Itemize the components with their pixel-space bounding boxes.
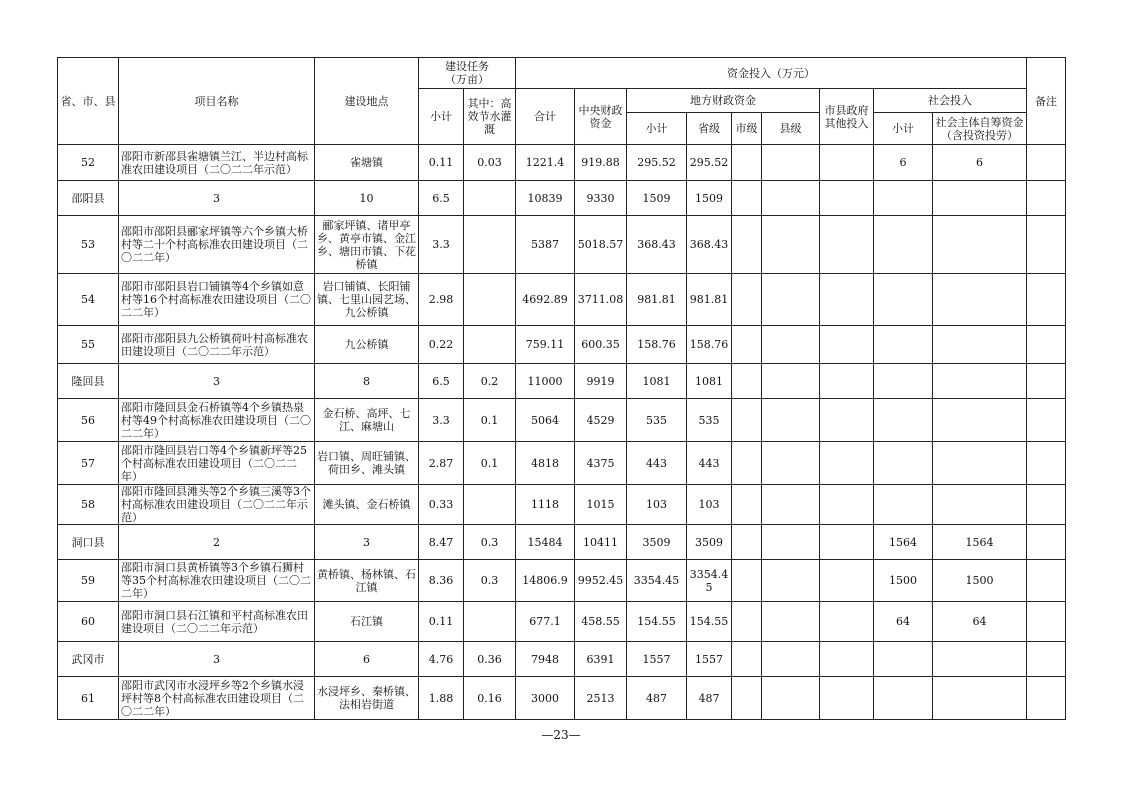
funding-table	[57, 57, 1066, 720]
table-cell: 9919	[575, 364, 627, 399]
table-cell	[732, 364, 762, 399]
table-cell	[732, 525, 762, 560]
table-cell: 邵阳市邵阳县九公桥镇荷叶村高标准农田建设项目（二〇二二年示范）	[119, 326, 315, 364]
table-cell	[1027, 364, 1066, 399]
table-cell	[820, 274, 874, 326]
table-cell	[464, 216, 516, 274]
table-cell	[933, 442, 1027, 485]
table-cell: 黄桥镇、杨林镇、石江镇	[315, 560, 419, 602]
table-cell	[933, 485, 1027, 525]
table-cell	[762, 485, 820, 525]
table-cell: 58	[58, 485, 119, 525]
table-cell: 10839	[516, 181, 575, 216]
table-cell: 0.1	[464, 399, 516, 442]
table-cell: 59	[58, 560, 119, 602]
table-cell	[464, 326, 516, 364]
table-cell: 6	[933, 145, 1027, 181]
table-cell: 9952.45	[575, 560, 627, 602]
table-cell	[1027, 181, 1066, 216]
table-cell: 487	[687, 677, 732, 720]
table-cell: 60	[58, 602, 119, 642]
table-cell	[820, 216, 874, 274]
header-remark: 备注	[1027, 58, 1066, 145]
table-cell: 1.88	[419, 677, 464, 720]
table-cell	[1027, 677, 1066, 720]
header-social: 社会投入	[874, 89, 1027, 113]
table-cell	[464, 602, 516, 642]
table-cell: 52	[58, 145, 119, 181]
table-cell	[762, 399, 820, 442]
table-cell: 邵阳市洞口县黄桥镇等3个乡镇石狮村等35个村高标准农田建设项目（二〇二二年）	[119, 560, 315, 602]
table-cell: 2513	[575, 677, 627, 720]
header-region: 省、市、县	[58, 58, 119, 145]
table-cell	[820, 442, 874, 485]
table-cell: 54	[58, 274, 119, 326]
table-cell: 6391	[575, 642, 627, 677]
table-row	[58, 326, 1066, 364]
table-cell: 0.1	[464, 442, 516, 485]
table-cell	[762, 181, 820, 216]
table-cell	[1027, 274, 1066, 326]
table-cell	[762, 642, 820, 677]
table-cell: 九公桥镇	[315, 326, 419, 364]
table-cell: 4529	[575, 399, 627, 442]
table-cell	[1027, 642, 1066, 677]
table-cell: 洞口县	[58, 525, 119, 560]
table-cell	[820, 602, 874, 642]
table-cell	[874, 181, 933, 216]
table-cell: 岩口铺镇、长阳铺镇、七里山园艺场、九公桥镇	[315, 274, 419, 326]
table-cell: 石江镇	[315, 602, 419, 642]
table-cell: 1564	[933, 525, 1027, 560]
table-cell	[820, 642, 874, 677]
table-cell	[933, 181, 1027, 216]
table-cell: 15484	[516, 525, 575, 560]
table-cell: 4.76	[419, 642, 464, 677]
header-location: 建设地点	[315, 58, 419, 145]
table-cell: 6.5	[419, 364, 464, 399]
table-cell	[820, 326, 874, 364]
table-row	[58, 560, 1066, 602]
table-cell: 158.76	[687, 326, 732, 364]
table-cell: 4818	[516, 442, 575, 485]
header-other-gov: 市县政府其他投入	[820, 89, 874, 145]
table-cell: 600.35	[575, 326, 627, 364]
table-cell: 雀塘镇	[315, 145, 419, 181]
table-cell	[732, 181, 762, 216]
table-body	[58, 145, 1066, 720]
table-cell	[820, 181, 874, 216]
table-cell: 1564	[874, 525, 933, 560]
table-cell	[762, 145, 820, 181]
table-cell: 368.43	[687, 216, 732, 274]
table-cell	[732, 560, 762, 602]
table-row	[58, 677, 1066, 720]
table-cell: 1118	[516, 485, 575, 525]
header-funds: 资金投入（万元）	[516, 58, 1027, 89]
table-cell: 981.81	[627, 274, 687, 326]
table-row	[58, 525, 1066, 560]
table-cell: 14806.9	[516, 560, 575, 602]
table-cell	[874, 677, 933, 720]
table-cell: 邵阳市隆回县金石桥镇等4个乡镇热泉村等49个村高标准农田建设项目（二〇二二年）	[119, 399, 315, 442]
table-cell: 0.2	[464, 364, 516, 399]
page-number: —23—	[541, 728, 581, 742]
table-cell: 487	[627, 677, 687, 720]
table-cell: 武冈市	[58, 642, 119, 677]
table-cell: 0.22	[419, 326, 464, 364]
table-cell: 4692.89	[516, 274, 575, 326]
table-cell: 1081	[627, 364, 687, 399]
table-row	[58, 181, 1066, 216]
table-cell	[464, 274, 516, 326]
table-cell: 103	[687, 485, 732, 525]
table-cell: 295.52	[687, 145, 732, 181]
table-cell	[1027, 485, 1066, 525]
table-row	[58, 602, 1066, 642]
table-cell	[874, 399, 933, 442]
table-row	[58, 274, 1066, 326]
table-cell	[933, 642, 1027, 677]
table-cell: 64	[933, 602, 1027, 642]
table-cell: 隆回县	[58, 364, 119, 399]
table-cell: 邵阳市隆回县岩口等4个乡镇新坪等25个村高标准农田建设项目（二〇二二年）	[119, 442, 315, 485]
table-cell: 2.87	[419, 442, 464, 485]
table-cell: 443	[687, 442, 732, 485]
table-cell: 1509	[627, 181, 687, 216]
table-cell: 3711.08	[575, 274, 627, 326]
table-cell	[732, 399, 762, 442]
table-cell: 5387	[516, 216, 575, 274]
table-cell: 759.11	[516, 326, 575, 364]
table-cell	[820, 525, 874, 560]
table-cell	[933, 216, 1027, 274]
table-cell: 0.36	[464, 642, 516, 677]
header-social-self: 社会主体自筹资金（含投资投劳）	[933, 113, 1027, 145]
table-cell	[732, 216, 762, 274]
table-cell: 61	[58, 677, 119, 720]
table-cell: 57	[58, 442, 119, 485]
table-cell: 0.33	[419, 485, 464, 525]
table-row	[58, 216, 1066, 274]
table-row	[58, 485, 1066, 525]
table-cell: 6.5	[419, 181, 464, 216]
table-cell: 2.98	[419, 274, 464, 326]
table-cell	[732, 274, 762, 326]
table-cell: 458.55	[575, 602, 627, 642]
table-cell: 6	[315, 642, 419, 677]
table-cell: 3	[315, 525, 419, 560]
table-cell	[874, 274, 933, 326]
table-cell: 535	[687, 399, 732, 442]
header-county: 县级	[762, 113, 820, 145]
header-task: 建设任务 （万亩）	[419, 58, 516, 89]
table-cell: 滩头镇、金石桥镇	[315, 485, 419, 525]
table-cell: 103	[627, 485, 687, 525]
table-cell: 0.11	[419, 602, 464, 642]
table-cell: 邵阳市邵阳县郦家坪镇等六个乡镇大桥村等二十个村高标准农田建设项目（二〇二二年）	[119, 216, 315, 274]
table-cell: 1500	[933, 560, 1027, 602]
table-cell: 3354.45	[627, 560, 687, 602]
header-total: 合计	[516, 89, 575, 145]
table-cell: 154.55	[627, 602, 687, 642]
table-cell: 邵阳市邵阳县岩口铺镇等4个乡镇如意村等16个村高标准农田建设项目（二〇二二年）	[119, 274, 315, 326]
table-cell	[732, 602, 762, 642]
table-cell: 9330	[575, 181, 627, 216]
header-city: 市级	[732, 113, 762, 145]
table-cell: 158.76	[627, 326, 687, 364]
table-cell	[933, 677, 1027, 720]
table-cell	[874, 326, 933, 364]
table-cell: 水浸坪乡、秦桥镇、法相岩街道	[315, 677, 419, 720]
header-social-sub: 小计	[874, 113, 933, 145]
table-cell	[762, 274, 820, 326]
table-cell	[1027, 399, 1066, 442]
table-cell: 4375	[575, 442, 627, 485]
table-cell: 677.1	[516, 602, 575, 642]
header-local: 地方财政资金	[627, 89, 820, 113]
table-cell: 3354.45	[687, 560, 732, 602]
header-province: 省级	[687, 113, 732, 145]
table-cell: 3000	[516, 677, 575, 720]
table-cell	[874, 364, 933, 399]
table-row	[58, 442, 1066, 485]
table-cell: 6	[874, 145, 933, 181]
table-cell	[762, 602, 820, 642]
table-cell: 1557	[627, 642, 687, 677]
table-cell: 64	[874, 602, 933, 642]
table-cell: 10411	[575, 525, 627, 560]
header-central: 中央财政资金	[575, 89, 627, 145]
table-cell	[732, 485, 762, 525]
table-cell	[820, 145, 874, 181]
table-row	[58, 364, 1066, 399]
table-cell	[933, 364, 1027, 399]
table-cell: 295.52	[627, 145, 687, 181]
table-cell	[464, 485, 516, 525]
table-cell: 56	[58, 399, 119, 442]
table-row	[58, 145, 1066, 181]
table-cell	[874, 485, 933, 525]
header-project: 项目名称	[119, 58, 315, 145]
table-cell	[732, 326, 762, 364]
table-cell	[933, 274, 1027, 326]
table-cell: 郦家坪镇、诸甲亭乡、黄亭市镇、金江乡、塘田市镇、下花桥镇	[315, 216, 419, 274]
table-cell	[732, 642, 762, 677]
table-cell	[1027, 602, 1066, 642]
table-cell: 0.11	[419, 145, 464, 181]
table-cell: 11000	[516, 364, 575, 399]
table-cell: 443	[627, 442, 687, 485]
table-cell: 7948	[516, 642, 575, 677]
table-cell: 1509	[687, 181, 732, 216]
table-cell	[820, 485, 874, 525]
table-cell	[874, 442, 933, 485]
table-cell	[762, 326, 820, 364]
table-cell	[762, 525, 820, 560]
table-cell	[874, 216, 933, 274]
table-cell	[1027, 145, 1066, 181]
table-cell	[820, 677, 874, 720]
table-cell	[1027, 525, 1066, 560]
table-cell: 3509	[687, 525, 732, 560]
table-cell	[820, 399, 874, 442]
table-cell	[1027, 216, 1066, 274]
table-cell	[820, 364, 874, 399]
table-cell	[732, 442, 762, 485]
table-cell	[1027, 326, 1066, 364]
table-cell	[1027, 560, 1066, 602]
table-cell: 邵阳市洞口县石江镇和平村高标准农田建设项目（二〇二二年示范）	[119, 602, 315, 642]
table-cell: 0.03	[464, 145, 516, 181]
table-cell: 2	[119, 525, 315, 560]
table-cell: 0.3	[464, 525, 516, 560]
table-cell: 1221.4	[516, 145, 575, 181]
table-cell	[820, 560, 874, 602]
table-cell: 金石桥、高坪、七江、麻塘山	[315, 399, 419, 442]
table-cell	[762, 442, 820, 485]
table-cell: 5018.57	[575, 216, 627, 274]
table-cell: 邵阳市新邵县雀塘镇兰江、半边村高标准农田建设项目（二〇二二年示范）	[119, 145, 315, 181]
table-cell: 3	[119, 364, 315, 399]
table-cell: 5064	[516, 399, 575, 442]
table-cell: 3.3	[419, 399, 464, 442]
header-task-sub: 小计	[419, 89, 464, 145]
table-cell: 154.55	[687, 602, 732, 642]
table-cell: 岩口镇、周旺铺镇、荷田乡、滩头镇	[315, 442, 419, 485]
table-cell: 1015	[575, 485, 627, 525]
table-row	[58, 642, 1066, 677]
table-cell: 368.43	[627, 216, 687, 274]
table-cell	[732, 677, 762, 720]
header-task-eff: 其中：高效节水灌溉	[464, 89, 516, 145]
table-row	[58, 399, 1066, 442]
table-cell: 0.3	[464, 560, 516, 602]
table-cell	[874, 642, 933, 677]
table-cell: 919.88	[575, 145, 627, 181]
table-cell	[1027, 442, 1066, 485]
table-cell: 1500	[874, 560, 933, 602]
table-cell: 55	[58, 326, 119, 364]
table-cell: 3	[119, 181, 315, 216]
table-cell: 53	[58, 216, 119, 274]
table-cell: 3509	[627, 525, 687, 560]
table-cell	[933, 399, 1027, 442]
table-cell: 邵阳县	[58, 181, 119, 216]
header-local-sub: 小计	[627, 113, 687, 145]
table-cell: 3.3	[419, 216, 464, 274]
table-cell: 邵阳市隆回县滩头等2个乡镇三溪等3个村高标准农田建设项目（二〇二二年示范）	[119, 485, 315, 525]
table-cell: 1557	[687, 642, 732, 677]
table-cell: 8.47	[419, 525, 464, 560]
table-cell: 535	[627, 399, 687, 442]
table-cell: 8	[315, 364, 419, 399]
table-cell: 3	[119, 642, 315, 677]
table-cell	[933, 326, 1027, 364]
table-cell: 8.36	[419, 560, 464, 602]
table-cell	[464, 181, 516, 216]
table-cell: 邵阳市武冈市水浸坪乡等2个乡镇水浸坪村等8个村高标准农田建设项目（二〇二二年）	[119, 677, 315, 720]
table-cell	[762, 364, 820, 399]
table-cell: 0.16	[464, 677, 516, 720]
table-cell	[762, 560, 820, 602]
table-cell	[762, 216, 820, 274]
table-cell: 1081	[687, 364, 732, 399]
table-cell: 10	[315, 181, 419, 216]
table-cell	[762, 677, 820, 720]
table-cell: 981.81	[687, 274, 732, 326]
table-cell	[732, 145, 762, 181]
